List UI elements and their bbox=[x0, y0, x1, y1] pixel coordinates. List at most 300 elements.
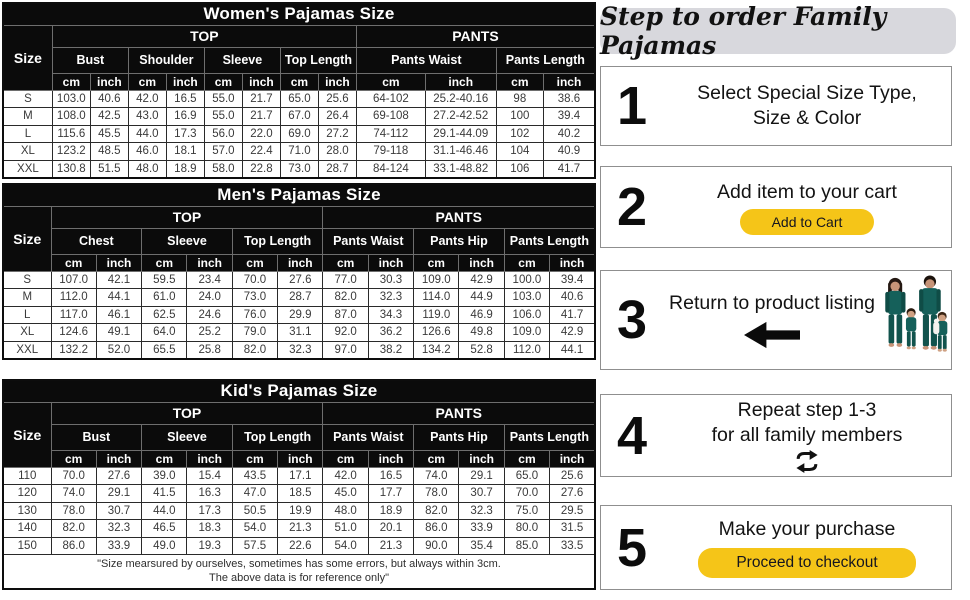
step-1-box bbox=[600, 66, 952, 146]
value-cell: 82.0 bbox=[232, 341, 277, 359]
value-cell: 102 bbox=[496, 125, 543, 143]
pants-section-header: PANTS bbox=[323, 402, 595, 424]
value-cell: 27.2 bbox=[318, 125, 356, 143]
value-cell: 106.0 bbox=[504, 306, 549, 324]
value-cell: 31.1 bbox=[278, 324, 323, 342]
value-cell: 74-112 bbox=[356, 125, 425, 143]
value-cell: 49.8 bbox=[459, 324, 504, 342]
value-cell: 74.0 bbox=[414, 467, 459, 485]
value-cell: 15.4 bbox=[187, 467, 232, 485]
value-cell: 48.5 bbox=[90, 143, 128, 161]
value-cell: 25.2-40.16 bbox=[425, 90, 496, 108]
value-cell: 75.0 bbox=[504, 502, 549, 520]
table-row bbox=[3, 341, 595, 359]
value-cell: 45.0 bbox=[323, 485, 368, 503]
col-header-top-length: Top Length bbox=[280, 47, 356, 73]
value-cell: 103.0 bbox=[52, 90, 90, 108]
value-cell: 31.5 bbox=[550, 520, 595, 538]
value-cell: 19.3 bbox=[187, 537, 232, 555]
value-cell: 76.0 bbox=[232, 306, 277, 324]
value-cell: 44.0 bbox=[128, 125, 166, 143]
unit-header-inch: inch bbox=[368, 450, 413, 467]
unit-header-inch: inch bbox=[96, 450, 141, 467]
value-cell: 21.3 bbox=[368, 537, 413, 555]
value-cell: 112.0 bbox=[504, 341, 549, 359]
value-cell: 41.7 bbox=[550, 306, 595, 324]
value-cell: 17.3 bbox=[187, 502, 232, 520]
step-2-text: Add item to your cart bbox=[717, 180, 897, 203]
unit-header-inch: inch bbox=[187, 254, 232, 271]
step-5-number: 5 bbox=[616, 517, 648, 578]
value-cell: 107.0 bbox=[51, 271, 96, 289]
unit-header-inch: inch bbox=[187, 450, 232, 467]
value-cell: 100 bbox=[496, 108, 543, 126]
value-cell: 58.0 bbox=[204, 160, 242, 178]
value-cell: 90.0 bbox=[414, 537, 459, 555]
steps-panel-title: Step to order Family Pajamas bbox=[600, 8, 956, 54]
size-cell: XL bbox=[3, 143, 52, 161]
step-4-number: 4 bbox=[616, 405, 648, 466]
value-cell: 33.1-48.82 bbox=[425, 160, 496, 178]
value-cell: 16.5 bbox=[368, 467, 413, 485]
value-cell: 32.3 bbox=[368, 289, 413, 307]
table-row bbox=[3, 289, 595, 307]
value-cell: 82.0 bbox=[51, 520, 96, 538]
value-cell: 84-124 bbox=[356, 160, 425, 178]
value-cell: 16.3 bbox=[187, 485, 232, 503]
table-row bbox=[3, 271, 595, 289]
value-cell: 134.2 bbox=[414, 341, 459, 359]
value-cell: 112.0 bbox=[51, 289, 96, 307]
value-cell: 29.5 bbox=[550, 502, 595, 520]
col-header-top-length: Top Length bbox=[232, 228, 323, 254]
value-cell: 52.0 bbox=[96, 341, 141, 359]
value-cell: 25.8 bbox=[187, 341, 232, 359]
value-cell: 55.0 bbox=[204, 90, 242, 108]
value-cell: 29.1 bbox=[96, 485, 141, 503]
value-cell: 86.0 bbox=[51, 537, 96, 555]
col-header-pants-waist: Pants Waist bbox=[323, 228, 414, 254]
value-cell: 42.9 bbox=[459, 271, 504, 289]
value-cell: 42.0 bbox=[323, 467, 368, 485]
value-cell: 64.0 bbox=[142, 324, 187, 342]
pants-section-header: PANTS bbox=[323, 206, 595, 228]
step-1-text-line1: Select Special Size Type, bbox=[697, 82, 917, 104]
value-cell: 41.7 bbox=[543, 160, 595, 178]
value-cell: 69.0 bbox=[280, 125, 318, 143]
value-cell: 38.2 bbox=[368, 341, 413, 359]
value-cell: 109.0 bbox=[504, 324, 549, 342]
womens-table-section bbox=[2, 2, 596, 179]
unit-header-cm: cm bbox=[204, 73, 242, 90]
value-cell: 27.2-42.52 bbox=[425, 108, 496, 126]
table-row bbox=[3, 485, 595, 503]
value-cell: 40.9 bbox=[543, 143, 595, 161]
value-cell: 19.9 bbox=[278, 502, 323, 520]
unit-header-cm: cm bbox=[323, 450, 368, 467]
value-cell: 30.7 bbox=[96, 502, 141, 520]
step-3-text: Return to product listing bbox=[669, 292, 875, 314]
unit-header-inch: inch bbox=[459, 254, 504, 271]
step-5-box bbox=[600, 505, 952, 590]
size-cell: 150 bbox=[3, 537, 51, 555]
value-cell: 25.6 bbox=[318, 90, 356, 108]
value-cell: 45.5 bbox=[90, 125, 128, 143]
value-cell: 41.5 bbox=[142, 485, 187, 503]
value-cell: 29.1-44.09 bbox=[425, 125, 496, 143]
value-cell: 106 bbox=[496, 160, 543, 178]
value-cell: 79-118 bbox=[356, 143, 425, 161]
value-cell: 65.0 bbox=[504, 467, 549, 485]
value-cell: 69-108 bbox=[356, 108, 425, 126]
table-row bbox=[3, 125, 595, 143]
womens-size-table bbox=[2, 2, 596, 179]
repeat-icon bbox=[792, 450, 822, 473]
value-cell: 38.6 bbox=[543, 90, 595, 108]
col-header-bust: Bust bbox=[52, 47, 128, 73]
value-cell: 46.9 bbox=[459, 306, 504, 324]
unit-header-cm: cm bbox=[496, 73, 543, 90]
unit-header-inch: inch bbox=[278, 254, 323, 271]
value-cell: 57.0 bbox=[204, 143, 242, 161]
value-cell: 73.0 bbox=[280, 160, 318, 178]
value-cell: 80.0 bbox=[504, 520, 549, 538]
mens-size-table bbox=[2, 183, 596, 360]
value-cell: 33.5 bbox=[550, 537, 595, 555]
unit-header-inch: inch bbox=[278, 450, 323, 467]
value-cell: 115.6 bbox=[52, 125, 90, 143]
value-cell: 65.5 bbox=[142, 341, 187, 359]
size-cell: S bbox=[3, 271, 51, 289]
table-row bbox=[3, 160, 595, 178]
value-cell: 25.6 bbox=[550, 467, 595, 485]
value-cell: 82.0 bbox=[414, 502, 459, 520]
value-cell: 32.3 bbox=[459, 502, 504, 520]
step-1-number: 1 bbox=[616, 76, 648, 136]
value-cell: 18.1 bbox=[166, 143, 204, 161]
col-header-pants-hip: Pants Hip bbox=[414, 424, 505, 450]
unit-header-cm: cm bbox=[232, 254, 277, 271]
size-cell: L bbox=[3, 125, 52, 143]
table-row bbox=[3, 324, 595, 342]
col-header-pants-length: Pants Length bbox=[504, 228, 595, 254]
col-header-chest: Chest bbox=[51, 228, 142, 254]
value-cell: 43.0 bbox=[128, 108, 166, 126]
value-cell: 126.6 bbox=[414, 324, 459, 342]
unit-header-inch: inch bbox=[425, 73, 496, 90]
value-cell: 43.5 bbox=[232, 467, 277, 485]
col-header-sleeve: Sleeve bbox=[142, 228, 233, 254]
value-cell: 104 bbox=[496, 143, 543, 161]
value-cell: 36.2 bbox=[368, 324, 413, 342]
step-1-text-line2: Size & Color bbox=[752, 107, 862, 129]
unit-header-cm: cm bbox=[142, 450, 187, 467]
value-cell: 17.1 bbox=[278, 467, 323, 485]
value-cell: 42.5 bbox=[90, 108, 128, 126]
unit-header-cm: cm bbox=[51, 450, 96, 467]
step-2-box bbox=[600, 166, 952, 248]
step-2-number: 2 bbox=[616, 177, 648, 237]
value-cell: 54.0 bbox=[232, 520, 277, 538]
value-cell: 42.1 bbox=[96, 271, 141, 289]
value-cell: 28.7 bbox=[278, 289, 323, 307]
value-cell: 23.4 bbox=[187, 271, 232, 289]
value-cell: 16.5 bbox=[166, 90, 204, 108]
table-row bbox=[3, 90, 595, 108]
value-cell: 78.0 bbox=[414, 485, 459, 503]
unit-header-cm: cm bbox=[128, 73, 166, 90]
value-cell: 18.5 bbox=[278, 485, 323, 503]
value-cell: 40.6 bbox=[550, 289, 595, 307]
value-cell: 123.2 bbox=[52, 143, 90, 161]
unit-header-cm: cm bbox=[356, 73, 425, 90]
value-cell: 29.1 bbox=[459, 467, 504, 485]
value-cell: 98 bbox=[496, 90, 543, 108]
value-cell: 46.5 bbox=[142, 520, 187, 538]
value-cell: 103.0 bbox=[504, 289, 549, 307]
mens-table-title: Men's Pajamas Size bbox=[3, 184, 595, 206]
disclaimer-line-2: The above data is for reference only" bbox=[208, 572, 389, 585]
value-cell: 22.6 bbox=[278, 537, 323, 555]
value-cell: 28.0 bbox=[318, 143, 356, 161]
value-cell: 119.0 bbox=[414, 306, 459, 324]
value-cell: 85.0 bbox=[504, 537, 549, 555]
value-cell: 70.0 bbox=[51, 467, 96, 485]
size-column-header: Size bbox=[3, 402, 51, 467]
size-cell: 110 bbox=[3, 467, 51, 485]
value-cell: 48.0 bbox=[128, 160, 166, 178]
value-cell: 30.3 bbox=[368, 271, 413, 289]
value-cell: 108.0 bbox=[52, 108, 90, 126]
value-cell: 64-102 bbox=[356, 90, 425, 108]
value-cell: 124.6 bbox=[51, 324, 96, 342]
kids-table-title: Kid's Pajamas Size bbox=[3, 380, 595, 402]
value-cell: 42.9 bbox=[550, 324, 595, 342]
value-cell: 92.0 bbox=[323, 324, 368, 342]
value-cell: 44.9 bbox=[459, 289, 504, 307]
size-cell: XXL bbox=[3, 160, 52, 178]
value-cell: 56.0 bbox=[204, 125, 242, 143]
womens-table-title: Women's Pajamas Size bbox=[3, 3, 595, 25]
value-cell: 22.4 bbox=[242, 143, 280, 161]
unit-header-cm: cm bbox=[232, 450, 277, 467]
unit-header-inch: inch bbox=[543, 73, 595, 90]
proceed-to-checkout-button[interactable]: Proceed to checkout bbox=[698, 548, 915, 578]
step-3-box bbox=[600, 270, 952, 370]
step-4-text-line2: for all family members bbox=[711, 424, 903, 446]
value-cell: 22.8 bbox=[242, 160, 280, 178]
value-cell: 31.1-46.46 bbox=[425, 143, 496, 161]
top-section-header: TOP bbox=[51, 206, 323, 228]
value-cell: 46.0 bbox=[128, 143, 166, 161]
value-cell: 16.9 bbox=[166, 108, 204, 126]
col-header-pants-hip: Pants Hip bbox=[414, 228, 505, 254]
value-cell: 54.0 bbox=[323, 537, 368, 555]
value-cell: 70.0 bbox=[232, 271, 277, 289]
disclaimer-line-1: "Size mearsured by ourselves, sometimes has some errors, but always within 3cm. bbox=[97, 558, 501, 571]
value-cell: 18.9 bbox=[368, 502, 413, 520]
unit-header-cm: cm bbox=[280, 73, 318, 90]
value-cell: 82.0 bbox=[323, 289, 368, 307]
value-cell: 20.1 bbox=[368, 520, 413, 538]
value-cell: 48.0 bbox=[323, 502, 368, 520]
value-cell: 21.3 bbox=[278, 520, 323, 538]
left-arrow-icon bbox=[744, 321, 800, 349]
value-cell: 78.0 bbox=[51, 502, 96, 520]
value-cell: 40.6 bbox=[90, 90, 128, 108]
table-row bbox=[3, 520, 595, 538]
col-header-pants-length: Pants Length bbox=[504, 424, 595, 450]
unit-header-cm: cm bbox=[142, 254, 187, 271]
value-cell: 44.0 bbox=[142, 502, 187, 520]
value-cell: 39.4 bbox=[543, 108, 595, 126]
value-cell: 100.0 bbox=[504, 271, 549, 289]
value-cell: 46.1 bbox=[96, 306, 141, 324]
value-cell: 24.0 bbox=[187, 289, 232, 307]
size-cell: XL bbox=[3, 324, 51, 342]
table-row bbox=[3, 143, 595, 161]
unit-header-cm: cm bbox=[504, 254, 549, 271]
mens-table-section bbox=[2, 183, 596, 360]
table-row bbox=[3, 467, 595, 485]
value-cell: 109.0 bbox=[414, 271, 459, 289]
size-cell: L bbox=[3, 306, 51, 324]
value-cell: 39.4 bbox=[550, 271, 595, 289]
family-pajamas-photo bbox=[877, 275, 949, 369]
kids-table-section bbox=[2, 379, 596, 590]
size-column-header: Size bbox=[3, 206, 51, 271]
unit-header-cm: cm bbox=[414, 450, 459, 467]
value-cell: 52.8 bbox=[459, 341, 504, 359]
pants-section-header: PANTS bbox=[356, 25, 595, 47]
unit-header-inch: inch bbox=[96, 254, 141, 271]
value-cell: 73.0 bbox=[232, 289, 277, 307]
col-header-shoulder: Shoulder bbox=[128, 47, 204, 73]
value-cell: 49.1 bbox=[96, 324, 141, 342]
top-section-header: TOP bbox=[51, 402, 323, 424]
size-cell: M bbox=[3, 289, 51, 307]
kids-size-table bbox=[2, 379, 596, 590]
unit-header-cm: cm bbox=[52, 73, 90, 90]
value-cell: 97.0 bbox=[323, 341, 368, 359]
size-cell: 120 bbox=[3, 485, 51, 503]
unit-header-cm: cm bbox=[504, 450, 549, 467]
size-cell: 140 bbox=[3, 520, 51, 538]
size-column-header: Size bbox=[3, 25, 52, 90]
value-cell: 70.0 bbox=[504, 485, 549, 503]
col-header-top-length: Top Length bbox=[232, 424, 323, 450]
unit-header-inch: inch bbox=[318, 73, 356, 90]
step-3-number: 3 bbox=[616, 290, 648, 350]
value-cell: 71.0 bbox=[280, 143, 318, 161]
add-to-cart-button[interactable]: Add to Cart bbox=[740, 209, 875, 235]
value-cell: 49.0 bbox=[142, 537, 187, 555]
unit-header-inch: inch bbox=[166, 73, 204, 90]
value-cell: 39.0 bbox=[142, 467, 187, 485]
value-cell: 117.0 bbox=[51, 306, 96, 324]
value-cell: 33.9 bbox=[459, 520, 504, 538]
value-cell: 32.3 bbox=[278, 341, 323, 359]
value-cell: 30.7 bbox=[459, 485, 504, 503]
value-cell: 29.9 bbox=[278, 306, 323, 324]
value-cell: 17.7 bbox=[368, 485, 413, 503]
unit-header-inch: inch bbox=[368, 254, 413, 271]
table-row bbox=[3, 537, 595, 555]
value-cell: 26.4 bbox=[318, 108, 356, 126]
col-header-pants-waist: Pants Waist bbox=[356, 47, 496, 73]
value-cell: 24.6 bbox=[187, 306, 232, 324]
value-cell: 47.0 bbox=[232, 485, 277, 503]
size-cell: M bbox=[3, 108, 52, 126]
value-cell: 25.2 bbox=[187, 324, 232, 342]
value-cell: 27.6 bbox=[278, 271, 323, 289]
value-cell: 18.9 bbox=[166, 160, 204, 178]
value-cell: 55.0 bbox=[204, 108, 242, 126]
unit-header-cm: cm bbox=[51, 254, 96, 271]
value-cell: 17.3 bbox=[166, 125, 204, 143]
value-cell: 21.7 bbox=[242, 90, 280, 108]
value-cell: 77.0 bbox=[323, 271, 368, 289]
value-cell: 87.0 bbox=[323, 306, 368, 324]
value-cell: 114.0 bbox=[414, 289, 459, 307]
value-cell: 79.0 bbox=[232, 324, 277, 342]
unit-header-inch: inch bbox=[90, 73, 128, 90]
col-header-pants-waist: Pants Waist bbox=[323, 424, 414, 450]
step-4-text-line1: Repeat step 1-3 bbox=[737, 399, 877, 421]
unit-header-inch: inch bbox=[242, 73, 280, 90]
value-cell: 21.7 bbox=[242, 108, 280, 126]
size-cell: 130 bbox=[3, 502, 51, 520]
value-cell: 130.8 bbox=[52, 160, 90, 178]
col-header-bust: Bust bbox=[51, 424, 142, 450]
value-cell: 65.0 bbox=[280, 90, 318, 108]
unit-header-cm: cm bbox=[414, 254, 459, 271]
value-cell: 44.1 bbox=[96, 289, 141, 307]
value-cell: 28.7 bbox=[318, 160, 356, 178]
table-row bbox=[3, 306, 595, 324]
value-cell: 61.0 bbox=[142, 289, 187, 307]
table-row bbox=[3, 108, 595, 126]
value-cell: 35.4 bbox=[459, 537, 504, 555]
col-header-pants-length: Pants Length bbox=[496, 47, 595, 73]
step-5-text: Make your purchase bbox=[718, 518, 896, 540]
value-cell: 51.0 bbox=[323, 520, 368, 538]
value-cell: 50.5 bbox=[232, 502, 277, 520]
size-cell: XXL bbox=[3, 341, 51, 359]
col-header-sleeve: Sleeve bbox=[204, 47, 280, 73]
value-cell: 40.2 bbox=[543, 125, 595, 143]
value-cell: 67.0 bbox=[280, 108, 318, 126]
value-cell: 74.0 bbox=[51, 485, 96, 503]
col-header-sleeve: Sleeve bbox=[142, 424, 233, 450]
value-cell: 44.1 bbox=[550, 341, 595, 359]
value-cell: 132.2 bbox=[51, 341, 96, 359]
value-cell: 18.3 bbox=[187, 520, 232, 538]
value-cell: 86.0 bbox=[414, 520, 459, 538]
steps-panel bbox=[600, 0, 956, 600]
value-cell: 51.5 bbox=[90, 160, 128, 178]
unit-header-inch: inch bbox=[459, 450, 504, 467]
value-cell: 32.3 bbox=[96, 520, 141, 538]
top-section-header: TOP bbox=[52, 25, 356, 47]
value-cell: 42.0 bbox=[128, 90, 166, 108]
value-cell: 34.3 bbox=[368, 306, 413, 324]
value-cell: 27.6 bbox=[550, 485, 595, 503]
value-cell: 62.5 bbox=[142, 306, 187, 324]
step-4-box bbox=[600, 394, 952, 477]
measurement-disclaimer bbox=[3, 555, 595, 589]
value-cell: 33.9 bbox=[96, 537, 141, 555]
